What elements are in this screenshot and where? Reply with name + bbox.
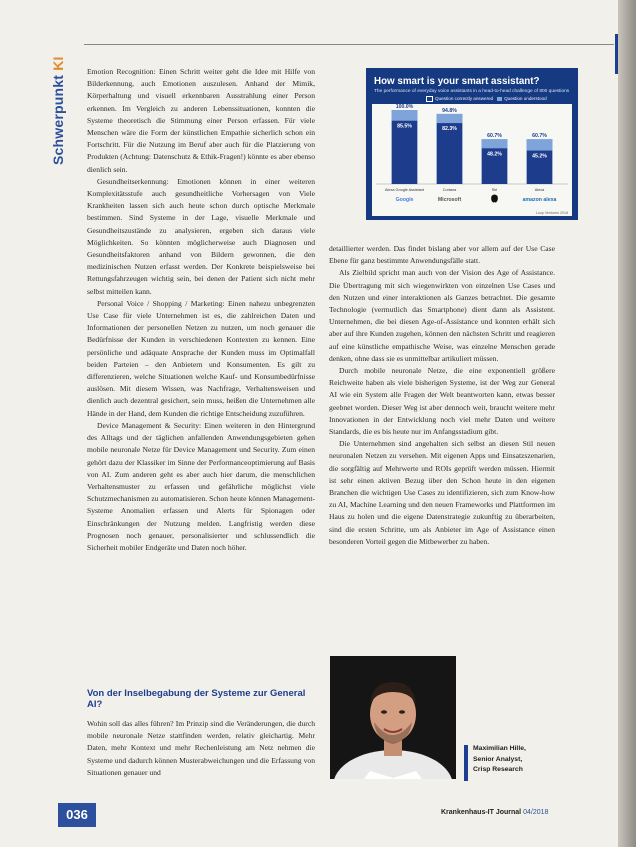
page-edge-marker <box>615 34 618 74</box>
paragraph: Die Unternehmen sind angehalten sich selbst an diesen Stil neuen neuronalen Netzen zu versehen. Mit eigenen Apps und Einsatzszenarien, die sorgfältig auf Mehrwerte und ROIs geprüft werden müssen. Hiermit ist sehr einen aktiven Bezug über den Schon heute in den eigenen Branchen die wichtigen Use Cases zu identifizieren, sich zum Know-how zu AI, Machine Learning und den neuen Frameworks und Plattformen im Haus zu holen und die eigene Datenstrategie zukunftig zu überarbeiten, sind die ersten Schritte, um als Anbieter im Age of Assistance einen besonderen Vorteil gegen die Mitbewerber zu haben. <box>329 439 555 546</box>
paragraph: Wohin soll das alles führen? Im Prinzip sind die Veränderungen, die durch mobile neuronale Netze stattfinden werden, relativ gleichartig. Mehr Daten, mehr Kontext und mehr Rechenleistung am Netz nehmen die Systeme und dadurch können Musterabweichungen und die Erfassung von Situationen genauer und <box>87 719 315 777</box>
vendor-logo: amazon alexa <box>522 197 557 203</box>
chart-plot <box>372 104 572 216</box>
category-label: Cortana <box>442 188 457 192</box>
bar-correct <box>392 121 418 184</box>
caption-accent <box>464 745 468 781</box>
chart-svg <box>372 104 572 216</box>
data-label: 82.3% <box>442 126 457 133</box>
paragraph: Gesundheitserkennung: Emotionen können in einer weiteren Komplexitätsstufe auch gesundheitliche Vorhersagen von Viele Krankheiten lassen sich auch heute schon durch optische Merkmale bestimmen. Sind Systeme in der Lage, visuelle Merkmale und Gesundheitszustände zu analysieren, ergeben sich daraus viele Möglichkeiten. So könnten möglicherweise auch Diagnosen und Gesundheitsfaktoren anhand von Bildern gewonnen, die den medizinischen Nutzen erfasst werden. Der Konkrete beispielsweise bei Rettungsfahrzeugen wichtig sein, bei denen der Patient sich nicht mehr selbst mitteilen kann. <box>87 176 315 296</box>
portrait-photo <box>330 656 456 779</box>
paragraph: Durch mobile neuronale Netze, die eine exponentiell größere Reichweite haben als viele bisherigen Systeme, ist der Weg zur General AI wie ein System alle Fragen der Welt beantworten kann, etwas besser geebnet worden. Dieser Weg ist aber dennoch weit, braucht weitere mehr Innovationen in der Entwicklung noch viel mehr Daten und weitere Standards, die es bis heute nur im Anfangsstadium gibt. <box>329 366 555 437</box>
portrait-illustration <box>330 656 456 779</box>
issue-number: 04/2018 <box>523 809 549 816</box>
category-label: Alexa Google Assistant <box>384 188 425 192</box>
bar-correct <box>437 123 463 184</box>
scan-edge <box>618 0 636 847</box>
paragraph: Als Zielbild spricht man auch von der Vision des Age of Assistance. Die Übertragung mit sich wiegenwirkten von einzelnen Use Cases und den Nutzen und einer interaktionen als Ganzes betrachtet. Die gesamte Technologie (vermutlich das Smartphone) dient dann als Assistent. Unternehmen, die bei diesen Age-of-Assistance und konnten erhält sich aber auf ihre Kunden zugehen, können den nächsten Schritt und reagieren auf eine künstliche empathische Weise, was einzelne Menschen gerade denken, ohne dass sie es unmittelbar artikuliert müssen. <box>329 268 555 363</box>
paragraph: Emotion Recognition: Einen Schritt weiter geht die Idee mit Hilfe von Bilderkennung, auch Emotionen auszulesen. Anhand der Mimik, Körperhaltung und visuell erkennbaren Ausstrahlung einer Person erkennen. Im Vergleich zu anderen Lebenssituationen, konnten die Systeme theoretisch die Stimmung einer Person erfassen. Für viele Menschen wäre die Form der künstlichen Empathie sicherlich schon ein Fortschritt. Für die Nutzung im Beruf aber auch für die Platzierung von Produkten (Achtung: Datenschutz & Ethik-Fragen!) könnte es aber ebenso dienlich sein. <box>87 67 315 174</box>
paragraph: Device Management & Security: Einen weiteren in den Hintergrund des Alltags und der täglichen anfallenden Anwendungsgebieten gehen mobile neuronale Netze für Device Management und Security. Zum einen gehört dazu der Klassiker im Sinne der Performanceoptimierung auf Basis von AI. Zum anderen geht es aber auch hier darum, die menschlichen Verhaltensmuster zu erfassen und gefährliche möglichst viele Schutzmechanismen zu automatisieren. Schon heute können Management-Systeme Anomalien erfassen und Alerts für Spionagen oder Einschränkungen der Nutzung melden. Langfristig werden diese Prognosen noch genauer, personalisierter und schlussendlich die Sicherheit mobiler Endgeräte und Daten noch höher. <box>87 420 315 552</box>
left-column <box>87 66 315 554</box>
data-label: 60.7% <box>487 133 502 140</box>
caption-line: Maximilian Hille, <box>473 745 526 752</box>
top-rule <box>84 44 614 45</box>
vendor-logo: Google <box>395 197 414 203</box>
vendor-logo: Microsoft <box>437 197 462 203</box>
chart-title: How smart is your smart assistant? <box>374 76 540 87</box>
data-label: 48.2% <box>487 151 502 158</box>
magazine-name: Krankenhaus-IT Journal <box>441 809 522 816</box>
section-label: Schwerpunkt KI <box>50 56 66 165</box>
legend-swatch <box>497 97 502 101</box>
data-label: 45.2% <box>532 153 547 160</box>
paragraph: detaillierter werden. Das findet bislang aber vor allem auf der Use Case Ebene für ganz bestimmte Anwendungsfälle statt. <box>329 244 555 266</box>
chart-source: Loup Ventures 2018 <box>535 211 568 215</box>
chart-subtitle: The performance of everyday voice assistants in a head-to-head challenge of 800 questions <box>374 89 570 94</box>
legend-swatch <box>426 96 433 102</box>
page-number: 036 <box>58 803 96 827</box>
apple-logo <box>491 195 498 203</box>
data-label: 85.5% <box>397 123 412 130</box>
assistant-chart <box>366 68 578 220</box>
data-label: 94.8% <box>442 107 457 114</box>
footer <box>441 809 548 816</box>
category-label: Alexa <box>534 188 545 192</box>
right-column <box>329 243 555 548</box>
paragraph: Personal Voice / Shopping / Marketing: Einen nahezu unbegrenzten Use Case für viele Unternehmen ist es, die zahlreichen Daten und Informationen der personellen Netzen zu nutzen, um noch genauer die Bedürfnisse der Kunden in verschiedenen Kontexten zu kennen. Eine persönliche und adäquate Ansprache der Kunden muss im Optimalfall beiden Parteien – den Anbietern und Konsumenten. Es gilt zu differenzieren, welche Situationen welche Kauf- und Konsumbedürfnisse auslösen. Mit diesem Wissen, was Nachfrage, Verhaltensweisen und dienlich auch dezentral gesichert, sein muss, heißen die Unternehmen alle Hände in der Hand, dem Kunden die richtige Entscheidung zuzuführen. <box>87 298 315 418</box>
section-heading: Von der Inselbegabung der Systeme zur General AI? <box>87 688 306 710</box>
category-label: Siri <box>491 188 498 192</box>
chart-legend <box>426 96 547 102</box>
photo-caption <box>473 744 526 776</box>
left-column-bottom <box>87 718 315 779</box>
data-label: 100.0% <box>395 104 414 110</box>
legend-label: Question correctly answered <box>435 96 494 102</box>
caption-line: Crisp Research <box>473 766 523 773</box>
data-label: 60.7% <box>532 133 547 140</box>
legend-label: Question understood <box>504 96 547 102</box>
caption-line: Senior Analyst, <box>473 755 523 763</box>
